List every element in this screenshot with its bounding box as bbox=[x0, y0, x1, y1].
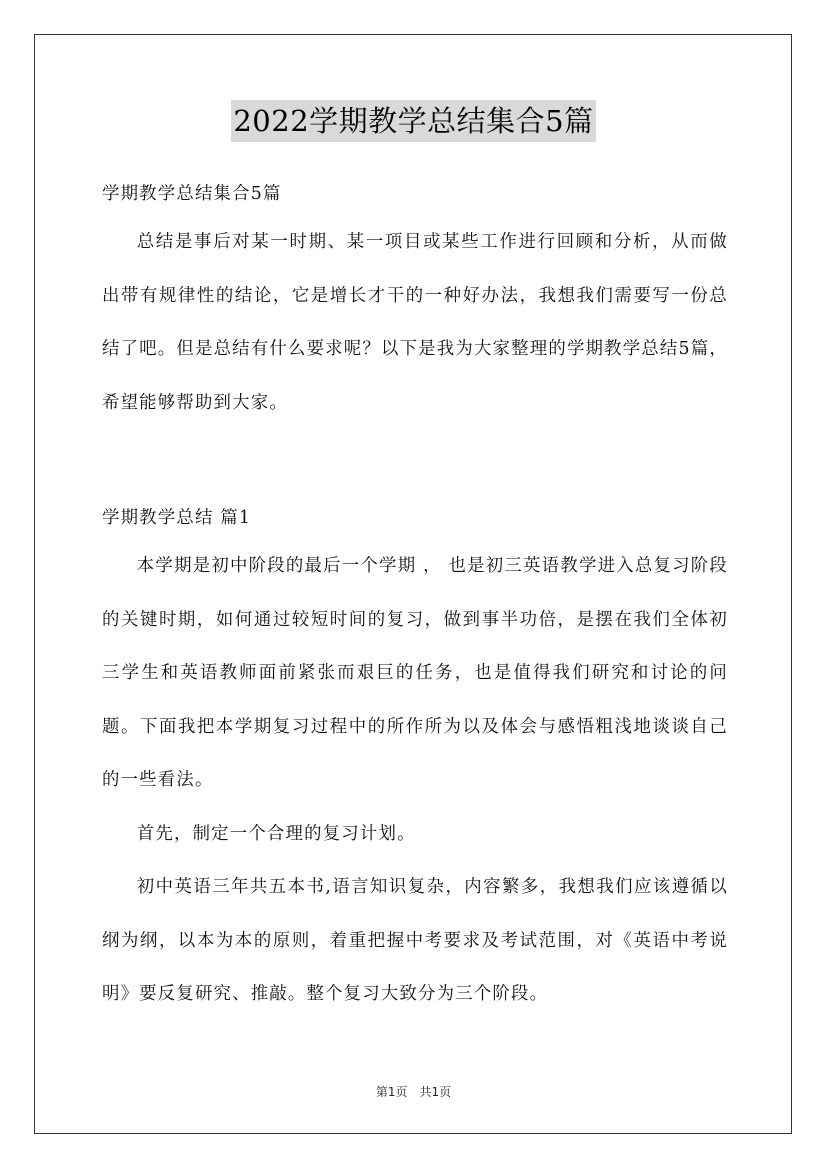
body-paragraph: 首先，制定一个合理的复习计划。 bbox=[136, 823, 416, 844]
document-title: 2022学期教学总结集合5篇 bbox=[231, 100, 595, 142]
section-heading: 学期教学总结 篇1 bbox=[102, 508, 252, 528]
body-paragraph: 初中英语三年共五本书,语言知识复杂，内容繁多，我想我们应该遵循以纲为纲，以本为本的原则，着重把握中考要求及考试范围，对《英语中考说明》要反复研究、推敲。整个复习大致分为三个阶段。 bbox=[102, 877, 728, 1004]
section-spacer bbox=[102, 430, 728, 496]
document-body bbox=[102, 172, 728, 1022]
body-paragraph: 本学期是初中阶段的最后一个学期 ， 也是初三英语教学进入总复习阶段的关键时期，如何通过较短时间的复习，做到事半功倍，是摆在我们全体初三学生和英语教师面前紧张而艰巨的任务，也是值得我们研究和讨论的问题。下面我把本学期复习过程中的所作所为以及体会与感悟粗浅地谈谈自己的一些看法。 bbox=[102, 556, 728, 790]
page-footer: 第1页 共1页 bbox=[375, 1085, 452, 1099]
document-subtitle: 学期教学总结集合5篇 bbox=[102, 184, 282, 204]
title-container bbox=[0, 100, 827, 142]
intro-paragraph: 总结是事后对某一时期、某一项目或某些工作进行回顾和分析，从而做出带有规律性的结论，它是增长才干的一种好办法，我想我们需要写一份总结了吧。但是总结有什么要求呢？以下是我为大家整理的学期教学总结5篇，希望能够帮助到大家。 bbox=[102, 232, 728, 413]
